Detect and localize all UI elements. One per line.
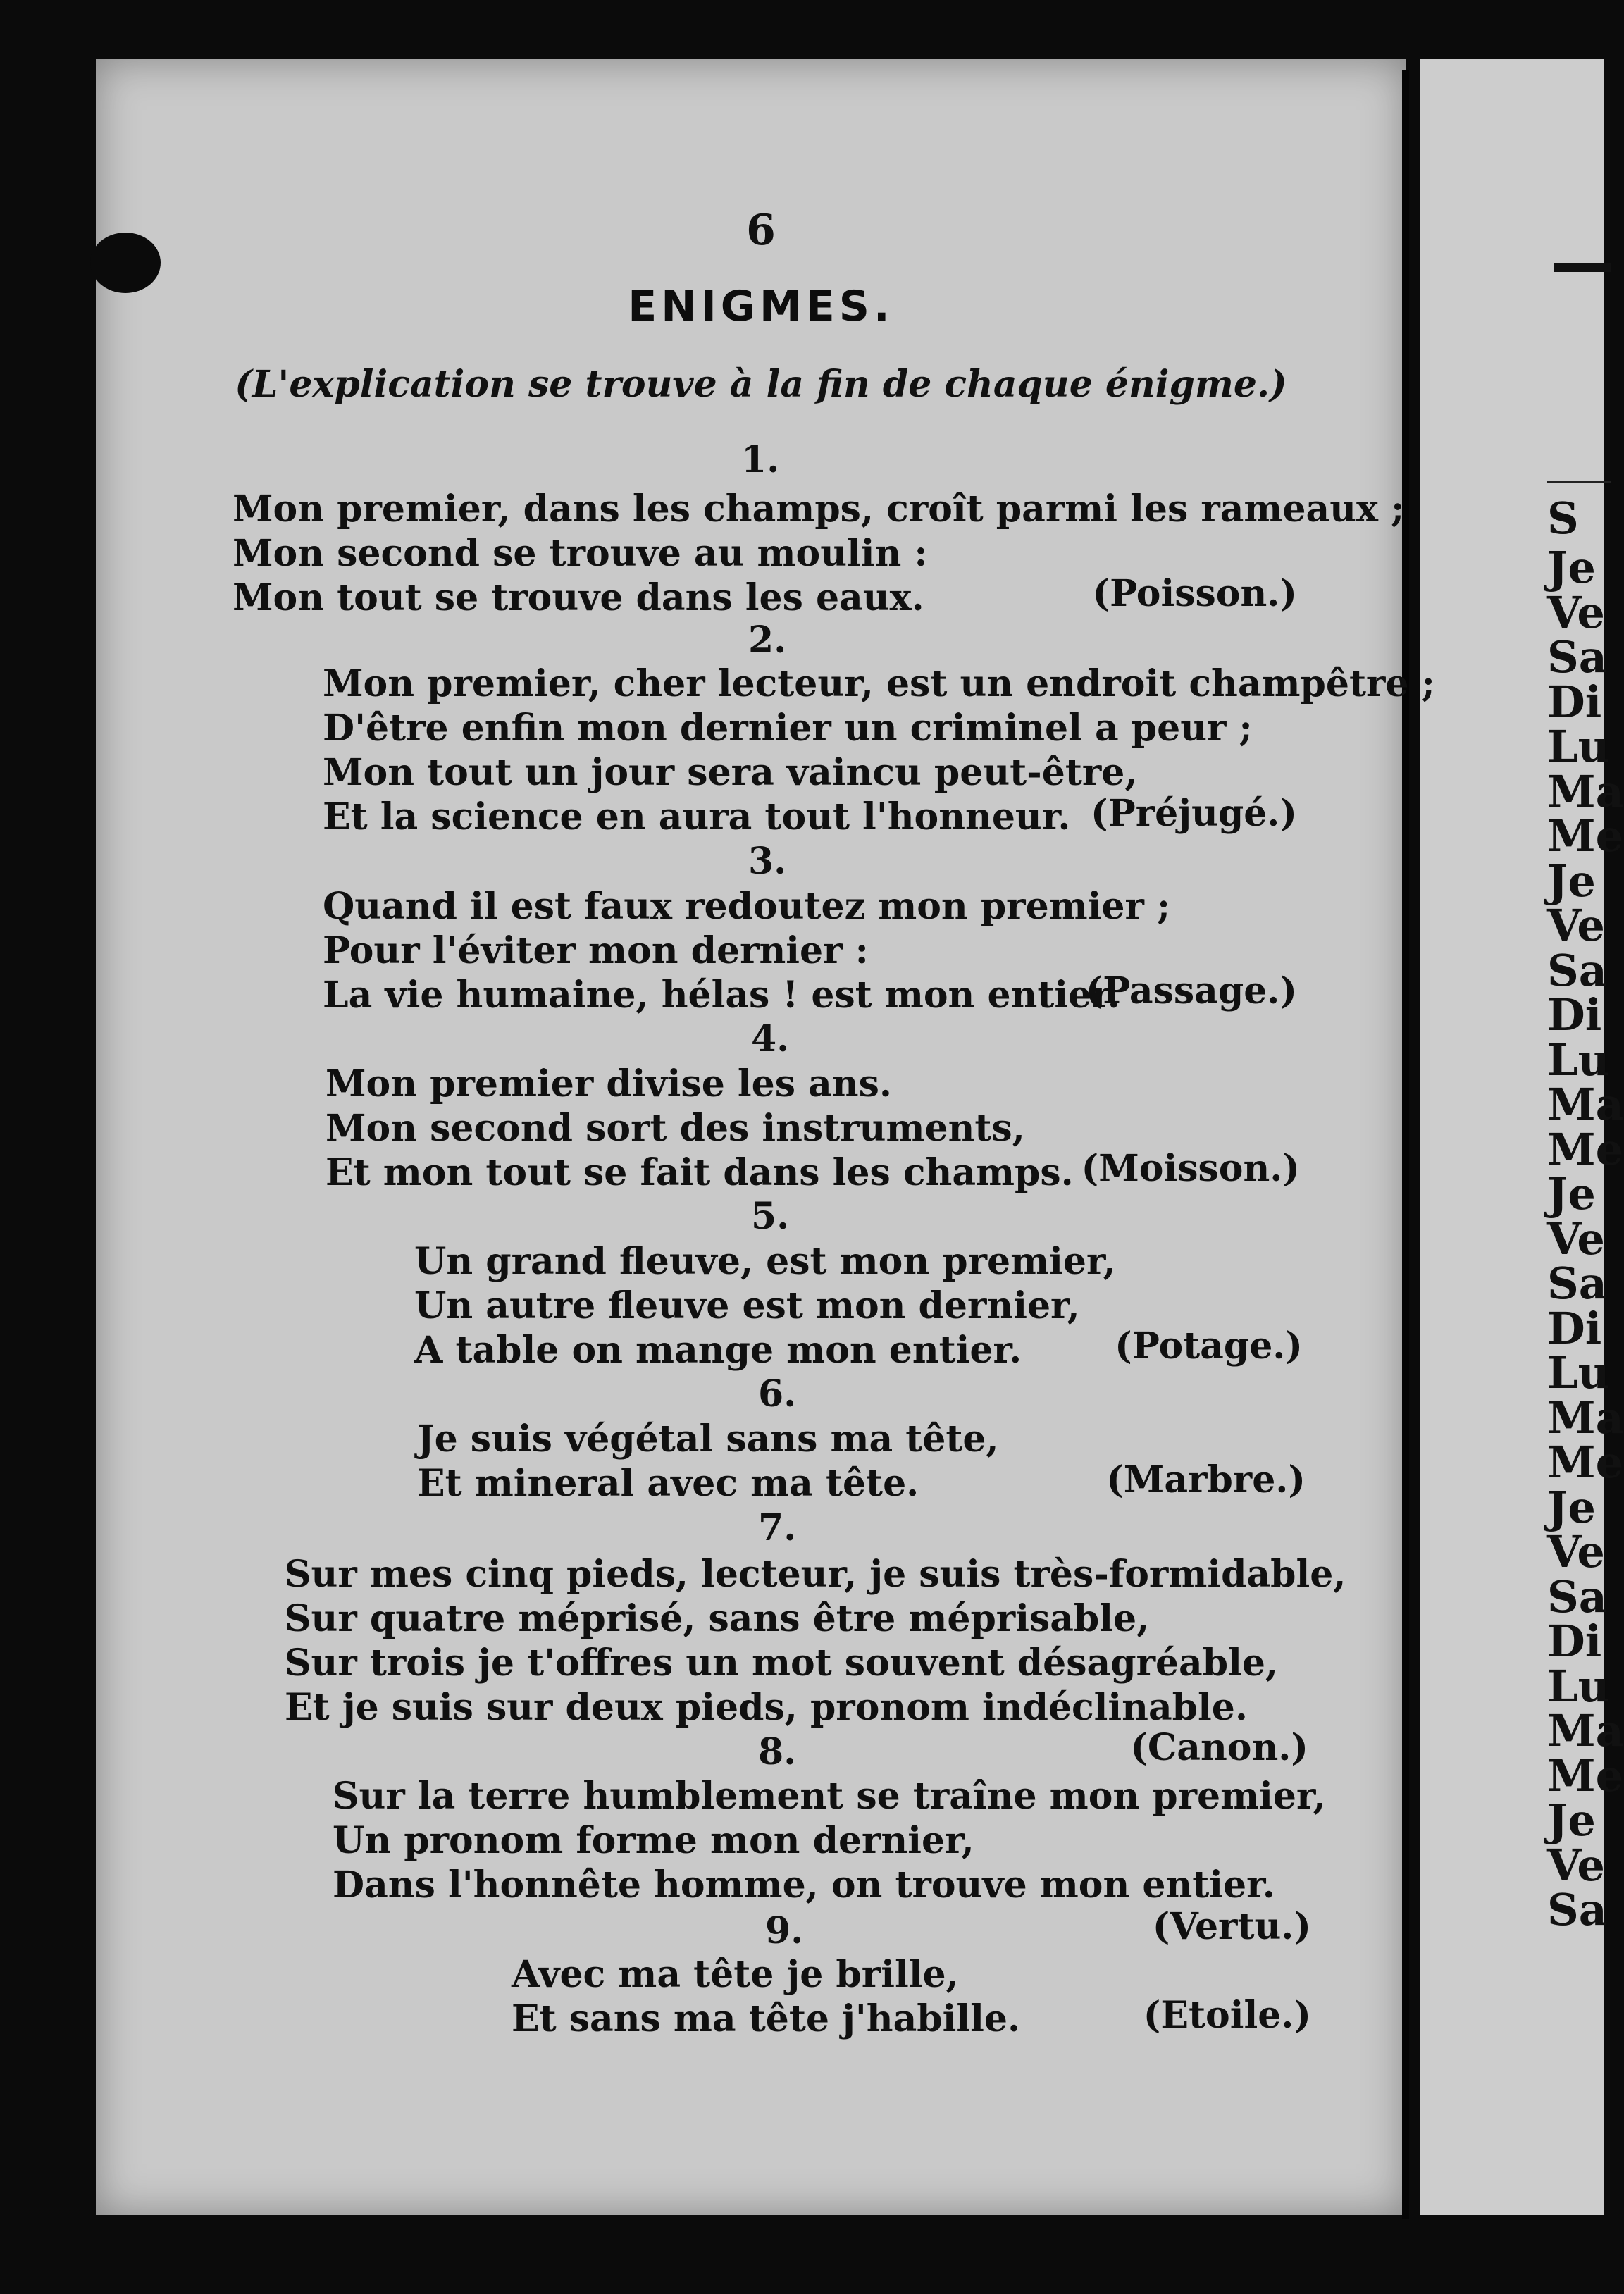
right-page-day-column — [1547, 542, 1624, 1935]
right-page-day-fragment: Ve — [1547, 1213, 1605, 1265]
right-page-day-fragment: Lu — [1547, 721, 1610, 772]
right-page-day-fragment: Je — [1547, 1794, 1596, 1846]
enigme-3-answer: (Passage.) — [1085, 969, 1297, 1012]
enigme-8-line-2: Un pronom forme mon dernier, — [333, 1819, 974, 1862]
enigme-6-answer: (Marbre.) — [1106, 1458, 1306, 1501]
enigme-2-line-1: Mon premier, cher lecteur, est un endroit champêtre ; — [323, 662, 1435, 705]
enigme-1-line-1: Mon premier, dans les champs, croît parmi les rameaux ; — [233, 488, 1405, 531]
enigme-3-line-2: Pour l'éviter mon dernier : — [323, 929, 869, 972]
enigme-4-line-1: Mon premier divise les ans. — [326, 1062, 892, 1105]
enigme-5-answer: (Potage.) — [1115, 1325, 1303, 1368]
right-page-day-fragment: Ma — [1547, 1705, 1624, 1756]
right-page-day-fragment: Ma — [1547, 765, 1624, 817]
enigme-5-line-3: A table on mange mon entier. — [414, 1329, 1022, 1372]
right-page-day-fragment: Lu — [1547, 1347, 1610, 1399]
enigme-5-number: 5. — [751, 1195, 790, 1238]
enigme-6-number: 6. — [758, 1372, 797, 1415]
enigme-4-answer: (Moisson.) — [1081, 1147, 1300, 1190]
right-page-day-fragment: Sa — [1547, 944, 1607, 996]
enigme-7-line-3: Sur trois je t'offres un mot souvent désagréable, — [285, 1642, 1279, 1685]
enigme-5-line-2: Un autre fleuve est mon dernier, — [414, 1284, 1080, 1327]
enigme-2-answer: (Préjugé.) — [1091, 792, 1297, 835]
enigme-8-line-1: Sur la terre humblement se traîne mon premier, — [333, 1775, 1326, 1818]
enigme-7-line-4: Et je suis sur deux pieds, pronom indéclinable. — [285, 1686, 1248, 1729]
enigme-8-number: 8. — [758, 1730, 797, 1773]
right-page-day-fragment: Di — [1547, 676, 1602, 728]
right-page-day-fragment: Je — [1547, 1168, 1596, 1220]
enigme-7-line-1: Sur mes cinq pieds, lecteur, je suis très-formidable, — [285, 1553, 1346, 1596]
enigme-4-line-3: Et mon tout se fait dans les champs. — [326, 1151, 1074, 1194]
enigme-5-line-1: Un grand fleuve, est mon premier, — [414, 1240, 1116, 1283]
right-page-day-fragment: Lu — [1547, 1034, 1610, 1086]
enigme-9-line-1: Avec ma tête je brille, — [512, 1953, 959, 1996]
page-number: 6 — [746, 206, 776, 255]
enigme-7-line-2: Sur quatre méprisé, sans être méprisable, — [285, 1597, 1150, 1640]
right-page-day-fragment: Ma — [1547, 1079, 1624, 1130]
page-title: ENIGMES. — [628, 282, 894, 331]
right-page-day-fragment: Je — [1547, 855, 1596, 907]
right-page-day-fragment: Ve — [1547, 900, 1605, 951]
right-page-day-fragment: Je — [1547, 542, 1596, 593]
enigme-4-number: 4. — [751, 1017, 790, 1060]
enigme-9-answer: (Etoile.) — [1143, 1994, 1311, 2037]
right-page-day-fragment: Me — [1547, 1749, 1624, 1802]
right-page-day-fragment: Je — [1547, 1481, 1596, 1533]
right-page-dash — [1554, 264, 1611, 272]
right-page-day-fragment: Di — [1547, 1302, 1602, 1354]
enigme-2-line-4: Et la science en aura tout l'honneur. — [323, 795, 1071, 838]
right-page-day-fragment: Lu — [1547, 1660, 1610, 1712]
page-subtitle: (L'explication se trouve à la fin de chaque énigme.) — [235, 363, 1287, 406]
right-page-day-fragment: Sa — [1547, 1884, 1607, 1935]
enigme-1-answer: (Poisson.) — [1092, 572, 1297, 615]
enigme-2-line-3: Mon tout un jour sera vaincu peut-être, — [323, 751, 1138, 794]
right-page-day-fragment: Me — [1547, 1123, 1624, 1175]
enigme-8-answer: (Vertu.) — [1152, 1905, 1311, 1948]
right-page-day-fragment: Sa — [1547, 631, 1607, 683]
right-page-rule — [1547, 480, 1611, 483]
right-page-day-fragment: Me — [1547, 1437, 1624, 1488]
enigme-8-line-3: Dans l'honnête homme, on trouve mon entier. — [333, 1864, 1275, 1906]
right-page-day-fragment: Sa — [1547, 1570, 1607, 1623]
enigme-9-number: 9. — [765, 1909, 804, 1952]
right-page-day-fragment: Ve — [1547, 586, 1605, 638]
enigme-1-line-2: Mon second se trouve au moulin : — [233, 532, 928, 575]
enigme-6-line-1: Je suis végétal sans ma tête, — [417, 1418, 999, 1461]
enigme-3-line-1: Quand il est faux redoutez mon premier ; — [323, 885, 1171, 928]
enigme-1-number: 1. — [741, 438, 780, 481]
enigme-4-line-2: Mon second sort des instruments, — [326, 1107, 1025, 1150]
right-page-day-fragment: Di — [1547, 1616, 1602, 1667]
enigme-3-number: 3. — [748, 840, 787, 883]
enigme-2-number: 2. — [748, 619, 787, 662]
right-page-day-fragment: Ve — [1547, 1526, 1605, 1577]
right-page-day-fragment: Di — [1547, 989, 1602, 1041]
enigme-6-line-2: Et mineral avec ma tête. — [417, 1462, 919, 1505]
enigme-2-line-2: D'être enfin mon dernier un criminel a peur ; — [323, 707, 1253, 750]
right-page-day-fragment: Ma — [1547, 1391, 1624, 1444]
enigme-7-number: 7. — [758, 1506, 797, 1549]
enigme-3-line-3: La vie humaine, hélas ! est mon entier. — [323, 974, 1120, 1017]
right-page-day-fragment: Me — [1547, 810, 1624, 862]
enigme-9-line-2: Et sans ma tête j'habille. — [512, 1997, 1021, 2040]
enigme-1-line-3: Mon tout se trouve dans les eaux. — [233, 576, 924, 619]
right-page-header-fragment: S — [1547, 492, 1579, 544]
right-page-day-fragment: Ve — [1547, 1839, 1605, 1891]
enigme-7-answer: (Canon.) — [1130, 1726, 1308, 1769]
right-page-day-fragment: Sa — [1547, 1258, 1607, 1309]
